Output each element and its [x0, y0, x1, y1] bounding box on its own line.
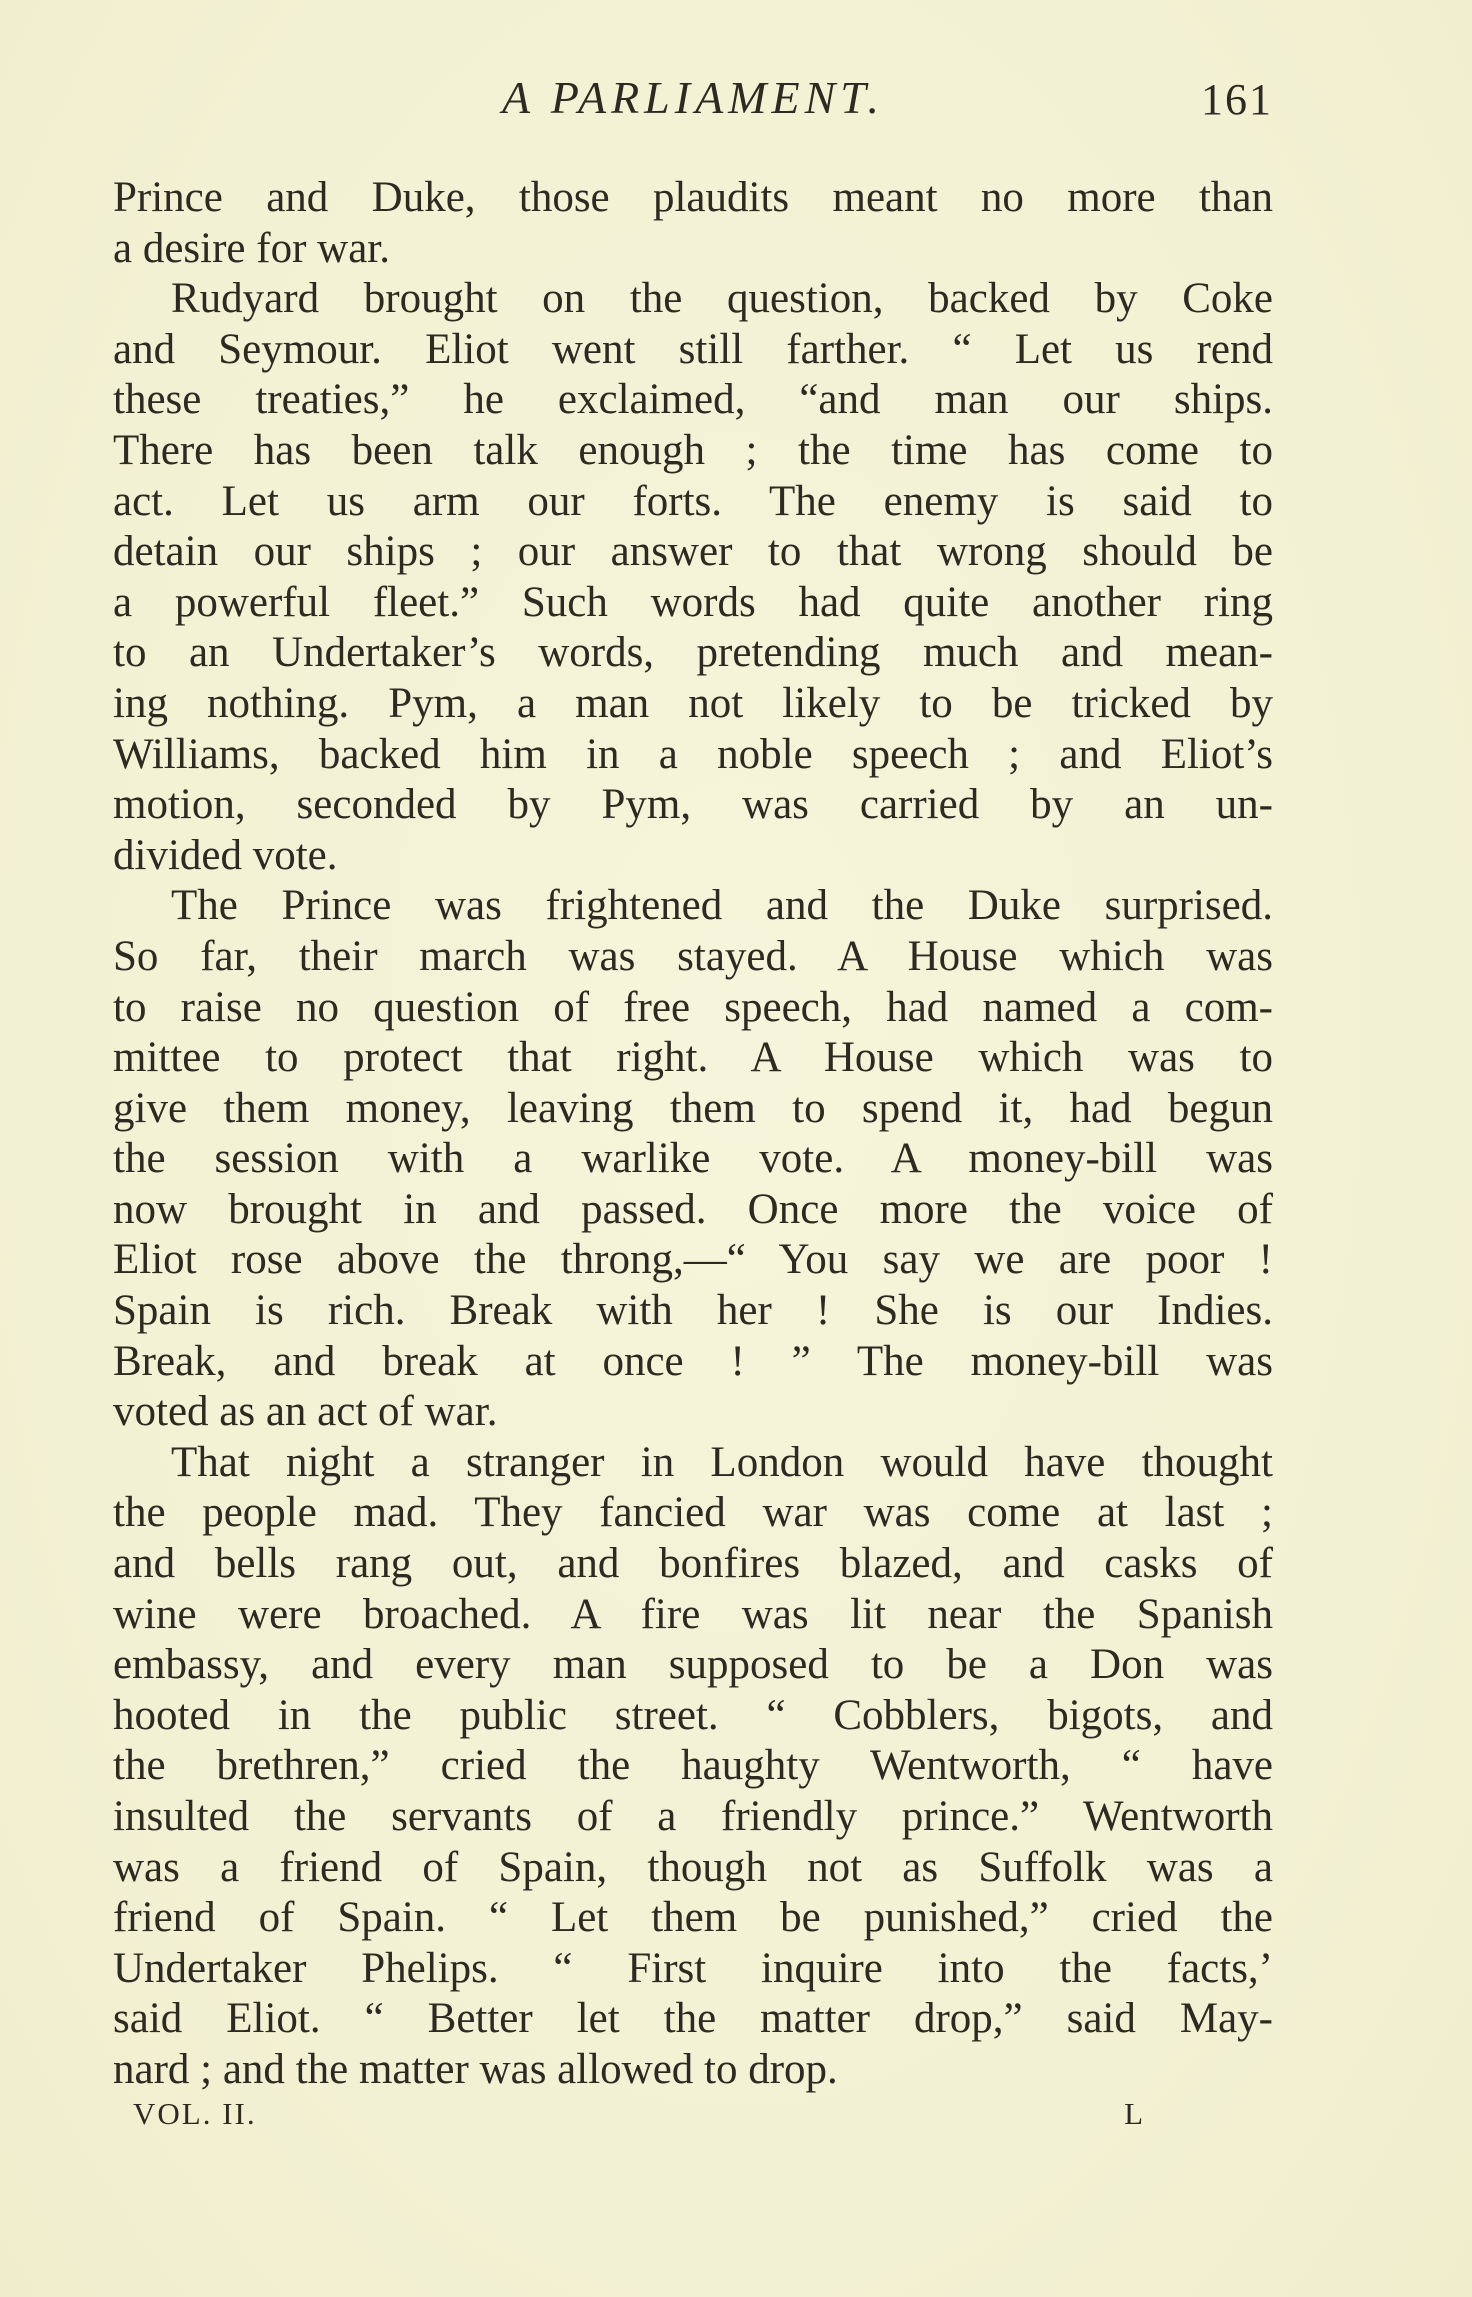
text-line: So far, their march was stayed. A House which was	[113, 932, 1273, 980]
text-line: the people mad. They fancied war was come at last ;	[113, 1489, 1273, 1537]
text-line: the brethren,” cried the haughty Wentworth, “ have	[113, 1742, 1273, 1790]
volume-mark: VOL. II.	[133, 2096, 257, 2131]
chapter-title: A PARLIAMENT.	[502, 72, 884, 123]
text-line: these treaties,” he exclaimed, “and man our ships.	[113, 376, 1273, 424]
page-number: 161	[1201, 75, 1273, 124]
text-line: That night a stranger in London would have thought	[171, 1438, 1273, 1486]
text-line: hooted in the public street. “ Cobblers, bigots, and	[113, 1691, 1273, 1739]
text-line: embassy, and every man supposed to be a Don was	[113, 1641, 1273, 1689]
text-line: detain our ships ; our answer to that wrong should be	[113, 528, 1273, 576]
text-line: wine were broached. A fire was lit near the Spanish	[113, 1590, 1273, 1638]
text-line: divided vote.	[113, 831, 338, 879]
text-line: ing nothing. Pym, a man not likely to be tricked by	[113, 679, 1273, 727]
body-text	[113, 173, 1273, 2096]
text-line: Break, and break at once ! ” The money-bill was	[113, 1337, 1273, 1385]
text-line: voted as an act of war.	[113, 1388, 498, 1436]
running-head	[113, 68, 1273, 128]
text-line: Rudyard brought on the question, backed by Coke	[171, 275, 1273, 323]
text-line: mittee to protect that right. A House which was to	[113, 1034, 1273, 1082]
text-line: Undertaker Phelips. “ First inquire into the facts,’	[113, 1944, 1273, 1992]
page-footer	[133, 2096, 1145, 2138]
text-line: motion, seconded by Pym, was carried by an un-	[113, 781, 1273, 829]
text-line: nard ; and the matter was allowed to drop.	[113, 2045, 838, 2093]
text-line: now brought in and passed. Once more the voice of	[113, 1185, 1273, 1233]
text-line: Eliot rose above the throng,—“ You say we are poor !	[113, 1236, 1273, 1284]
text-line: Prince and Duke, those plaudits meant no more than	[113, 174, 1273, 221]
text-line: and Seymour. Eliot went still farther. “ Let us rend	[113, 325, 1273, 373]
text-line: to raise no question of free speech, had named a com-	[113, 983, 1273, 1031]
text-line: Williams, backed him in a noble speech ; and Eliot’s	[113, 730, 1273, 778]
text-line: the session with a warlike vote. A money-bill was	[113, 1135, 1273, 1183]
text-line: was a friend of Spain, though not as Suffolk was a	[113, 1843, 1273, 1891]
text-line: to an Undertaker’s words, pretending much and mean-	[113, 629, 1273, 677]
text-line: insulted the servants of a friendly prince.” Wentworth	[113, 1793, 1273, 1840]
text-line: The Prince was frightened and the Duke surprised.	[171, 882, 1273, 930]
text-line: Spain is rich. Break with her ! She is our Indies.	[113, 1287, 1273, 1335]
text-line: said Eliot. “ Better let the matter drop,” said May-	[113, 1995, 1273, 2043]
signature-mark: L	[1124, 2096, 1145, 2131]
text-line: give them money, leaving them to spend it, had begun	[113, 1084, 1273, 1132]
text-line: and bells rang out, and bonfires blazed, and casks of	[113, 1540, 1273, 1588]
text-line: friend of Spain. “ Let them be punished,” cried the	[113, 1894, 1273, 1942]
text-line: a desire for war.	[113, 224, 390, 272]
text-line: There has been talk enough ; the time has come to	[113, 426, 1273, 474]
text-line: a powerful fleet.” Such words had quite another ring	[113, 578, 1273, 626]
text-line: act. Let us arm our forts. The enemy is said to	[113, 477, 1273, 525]
